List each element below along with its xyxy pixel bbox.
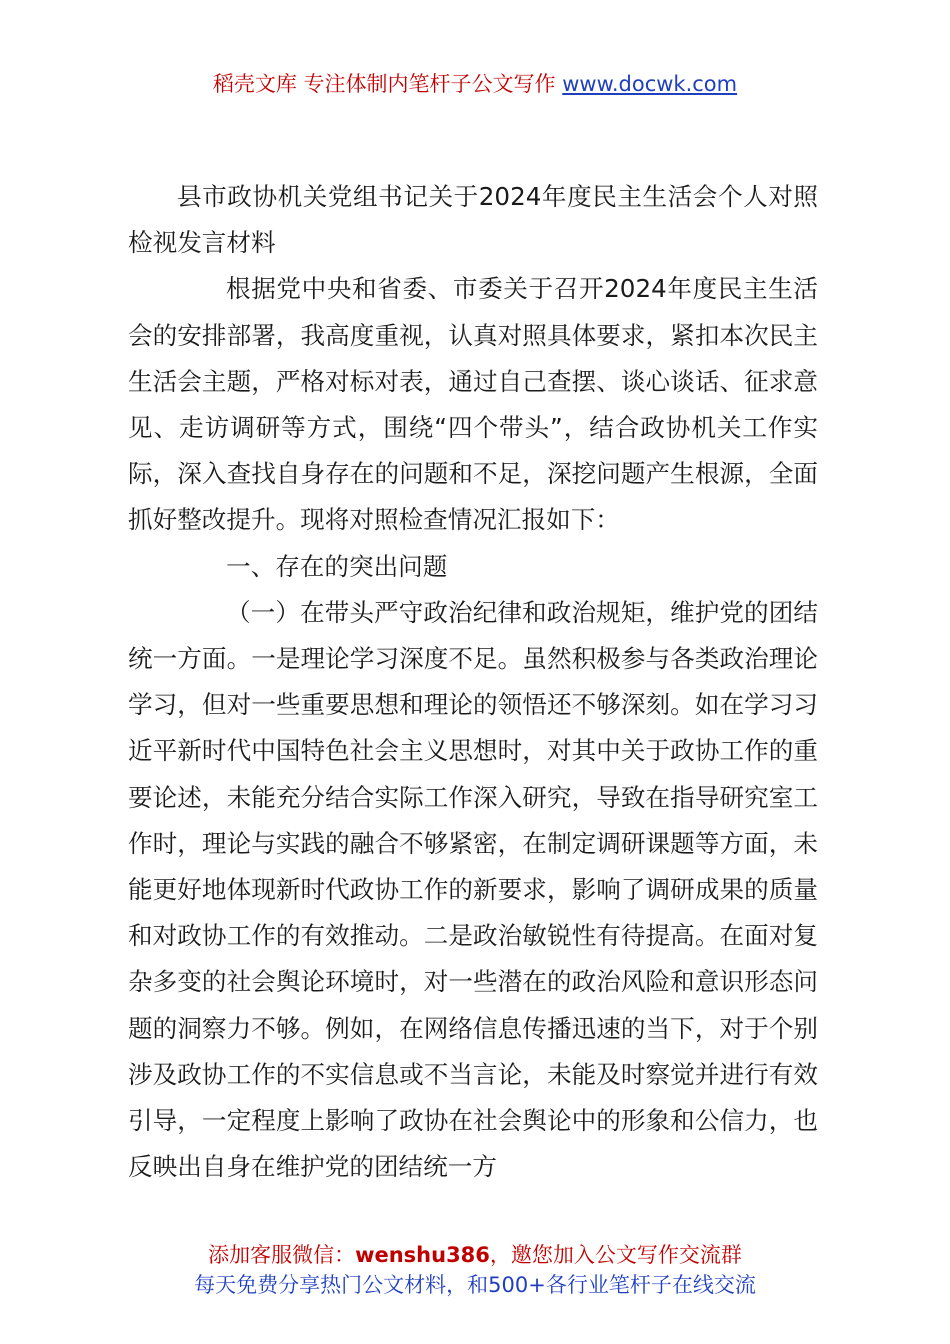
footer-wechat-line bbox=[0, 1240, 950, 1270]
intro-paragraph: 根据党中央和省委、市委关于召开2024年度民主生活会的安排部署，我高度重视，认真对照具体要求，紧扣本次民主生活会主题，严格对标对表，通过自己查摆、谈心谈话、征求意见、走访调研等方式，围绕“四个带头”，结合政协机关工作实际，深入查找自身存在的问题和不足，深挖问题产生根源，全面抓好整改提升。现将对照检查情况汇报如下： bbox=[128, 274, 819, 535]
header-website-link[interactable]: www.docwk.com bbox=[562, 72, 738, 96]
footer-wechat-suffix: ，邀您加入公文写作交流群 bbox=[489, 1243, 742, 1267]
header-brand-text: 稻壳文库 专注体制内笔杆子公文写作 bbox=[212, 72, 556, 96]
page-header bbox=[0, 68, 950, 100]
footer-wechat-prefix: 添加客服微信： bbox=[208, 1243, 356, 1267]
document-title: 县市政协机关党组书记关于2024年度民主生活会个人对照检视发言材料 bbox=[128, 182, 818, 258]
section-heading: 一、存在的突出问题 bbox=[226, 551, 448, 581]
subsection-paragraph: （一）在带头严守政治纪律和政治规矩，维护党的团结统一方面。一是理论学习深度不足。虽然积极参与各类政治理论学习，但对一些重要思想和理论的领悟还不够深刻。如在学习习近平新时代中国特色社会主义思想时，对其中关于政协工作的重要论述，未能充分结合实际工作深入研究，导致在指导研究室工作时，理论与实践的融合不够紧密，在制定调研课题等方面，未能更好地体现新时代政协工作的新要求，影响了调研成果的质量和对政协工作的有效推动。二是政治敏锐性有待提高。在面对复杂多变的社会舆论环境时，对一些潜在的政治风险和意识形态问题的洞察力不够。例如，在网络信息传播迅速的当下，对于个别涉及政协工作的不实信息或不当言论，未能及时察觉并进行有效引导，一定程度上影响了政协在社会舆论中的形象和公信力，也反映出自身在维护党的团结统一方 bbox=[128, 597, 818, 1182]
document-body bbox=[128, 174, 818, 1190]
footer-share-line: 每天免费分享热门公文材料，和500+各行业笔杆子在线交流 bbox=[194, 1273, 756, 1297]
footer-wechat-id: wenshu386 bbox=[355, 1243, 490, 1267]
